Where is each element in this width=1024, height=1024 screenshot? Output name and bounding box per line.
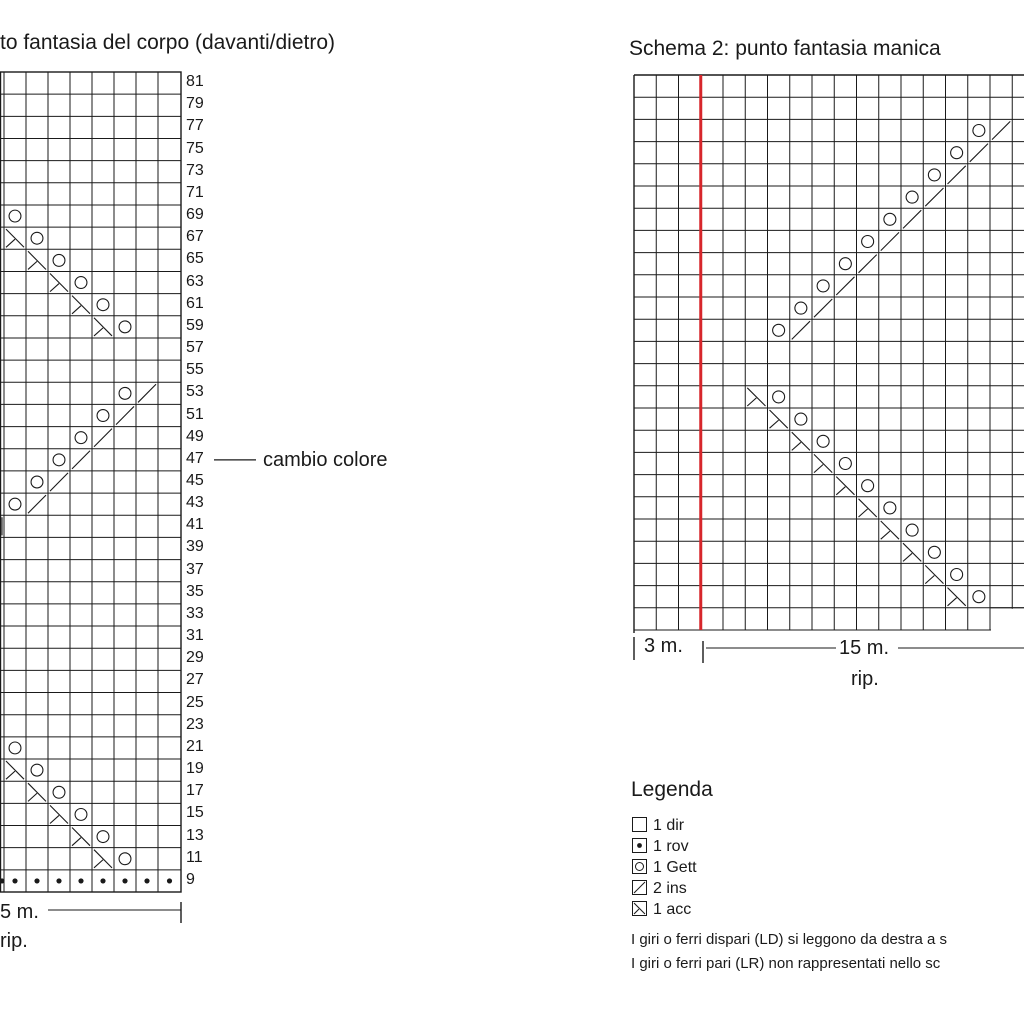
k2tog-symbol-icon xyxy=(632,880,647,895)
k2tog-symbol xyxy=(881,232,899,250)
legend-title: Legenda xyxy=(631,778,713,801)
yarn-over-symbol xyxy=(862,480,874,492)
row-number: 17 xyxy=(186,782,204,800)
k2tog-symbol xyxy=(948,166,966,184)
chart2-left-label: 3 m. xyxy=(644,635,683,657)
row-number: 47 xyxy=(186,449,204,467)
row-number: 13 xyxy=(186,826,204,844)
purl-symbol-icon xyxy=(632,838,647,853)
k2tog-symbol xyxy=(859,255,877,273)
row-number: 9 xyxy=(186,870,195,888)
legend-item-purl: 1 rov xyxy=(632,836,697,857)
skp-symbol xyxy=(859,509,868,517)
skp-symbol xyxy=(925,576,934,584)
skp-symbol-icon xyxy=(632,901,647,916)
row-number: 23 xyxy=(186,715,204,733)
row-number: 63 xyxy=(186,272,204,290)
row-number: 65 xyxy=(186,250,204,268)
skp-symbol xyxy=(747,398,756,406)
yarn-over-symbol xyxy=(906,524,918,536)
yarn-over-symbol xyxy=(862,236,874,248)
yarn-over-symbol xyxy=(773,391,785,403)
row-number: 53 xyxy=(186,383,204,401)
skp-symbol xyxy=(792,442,801,450)
chart2-step-mask xyxy=(991,609,1024,635)
skp-symbol xyxy=(903,553,912,561)
row-number: 71 xyxy=(186,183,204,201)
legend-list xyxy=(632,815,697,920)
row-number: 81 xyxy=(186,73,204,91)
yarn-over-symbol-icon xyxy=(632,859,647,874)
chart2-width-label: 15 m. xyxy=(839,637,890,659)
row-number: 75 xyxy=(186,139,204,157)
row-number: 67 xyxy=(186,228,204,246)
chart1-width-label: 5 m. xyxy=(0,901,39,923)
chart1-repeat-label: rip. xyxy=(0,930,28,952)
yarn-over-symbol xyxy=(928,546,940,558)
row-number: 15 xyxy=(186,804,204,822)
row-number: 73 xyxy=(186,161,204,179)
row-number: 39 xyxy=(186,538,204,556)
legend-note-odd-rows: I giri o ferri dispari (LD) si leggono da destra a s xyxy=(631,931,947,948)
legend-note-even-rows: I giri o ferri pari (LR) non rappresentati nello sc xyxy=(631,955,941,972)
row-number: 25 xyxy=(186,693,204,711)
row-number: 11 xyxy=(186,848,203,866)
row-number: 27 xyxy=(186,671,204,689)
yarn-over-symbol xyxy=(817,280,829,292)
k2tog-symbol xyxy=(792,321,810,339)
legend-item-skp: 1 acc xyxy=(632,899,697,920)
row-number: 59 xyxy=(186,316,204,334)
yarn-over-symbol xyxy=(884,502,896,514)
row-number: 31 xyxy=(186,627,204,645)
row-number: 29 xyxy=(186,649,204,667)
yarn-over-symbol xyxy=(773,324,785,336)
yarn-over-symbol xyxy=(839,258,851,270)
row-number: 35 xyxy=(186,582,204,600)
row-number: 21 xyxy=(186,737,204,755)
skp-symbol xyxy=(814,465,823,473)
k2tog-symbol xyxy=(970,144,988,162)
row-number: 51 xyxy=(186,405,204,423)
legend-item-knit: 1 dir xyxy=(632,815,697,836)
skp-symbol xyxy=(948,598,957,606)
row-number: 33 xyxy=(186,604,204,622)
yarn-over-symbol xyxy=(951,147,963,159)
yarn-over-symbol xyxy=(839,458,851,470)
yarn-over-symbol xyxy=(928,169,940,181)
row-number: 41 xyxy=(186,516,204,534)
chart2-repeat-label: rip. xyxy=(851,668,879,690)
k2tog-symbol xyxy=(992,121,1010,139)
skp-symbol xyxy=(881,531,890,539)
row-number: 19 xyxy=(186,760,204,778)
yarn-over-symbol xyxy=(973,125,985,137)
row-number: 43 xyxy=(186,494,204,512)
row-number: 69 xyxy=(186,206,204,224)
skp-symbol xyxy=(836,487,845,495)
yarn-over-symbol xyxy=(817,435,829,447)
k2tog-symbol xyxy=(903,210,921,228)
legend-item-yarn-over: 1 Gett xyxy=(632,857,697,878)
row-number: 45 xyxy=(186,472,204,489)
row-number: 57 xyxy=(186,339,204,357)
chart1-title: to fantasia del corpo (davanti/dietro) xyxy=(0,31,336,54)
yarn-over-symbol xyxy=(884,213,896,225)
k2tog-symbol xyxy=(814,299,832,317)
legend-item-k2tog: 2 ins xyxy=(632,878,697,899)
yarn-over-symbol xyxy=(795,413,807,425)
knit-symbol-icon xyxy=(632,817,647,832)
chart2-title: Schema 2: punto fantasia manica xyxy=(629,37,941,60)
skp-symbol xyxy=(770,420,779,428)
row-number: 79 xyxy=(186,95,204,113)
yarn-over-symbol xyxy=(906,191,918,203)
row-number: 55 xyxy=(186,361,204,379)
row-number: 77 xyxy=(186,117,204,135)
k2tog-symbol xyxy=(836,277,854,295)
yarn-over-symbol xyxy=(973,591,985,603)
yarn-over-symbol xyxy=(795,302,807,314)
k2tog-symbol xyxy=(925,188,943,206)
row-number: 37 xyxy=(186,560,204,578)
chart1-annotation: cambio colore xyxy=(263,449,388,471)
yarn-over-symbol xyxy=(951,569,963,581)
row-number: 49 xyxy=(186,427,204,445)
row-number: 61 xyxy=(186,294,204,312)
